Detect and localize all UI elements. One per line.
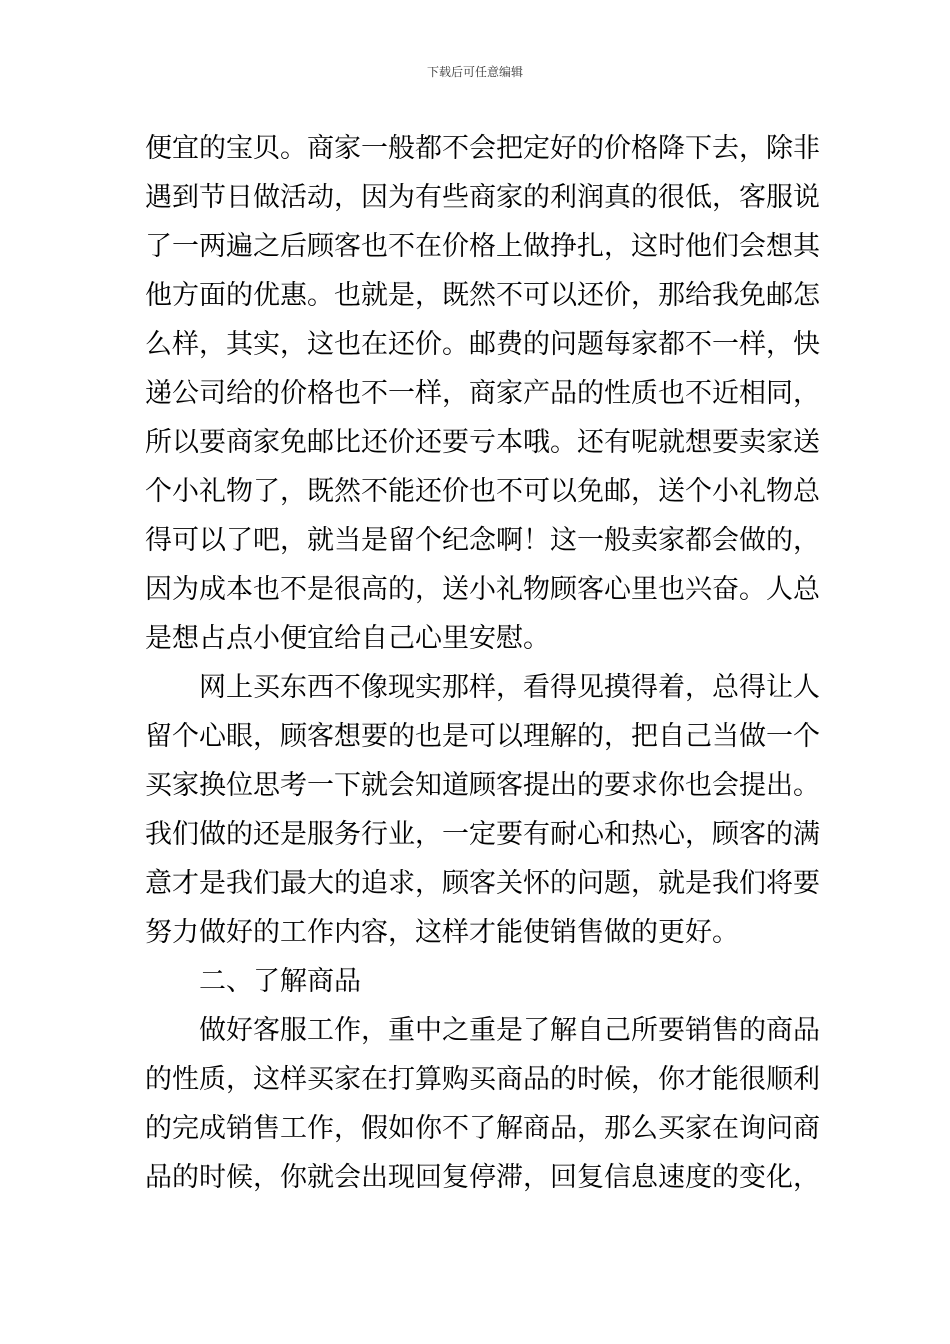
text-line: 因为成本也不是很高的，送小礼物顾客心里也兴奋。人总 <box>145 574 820 605</box>
text-line: 个小礼物了，既然不能还价也不可以免邮，送个小礼物总 <box>145 476 820 507</box>
text-line: 意才是我们最大的追求，顾客关怀的问题，就是我们将要 <box>145 868 820 899</box>
text-line: 的性质，这样买家在打算购买商品的时候，你才能很顺利 <box>145 1064 820 1095</box>
text-line: 买家换位思考一下就会知道顾客提出的要求你也会提出。 <box>145 770 820 801</box>
text-line: 便宜的宝贝。商家一般都不会把定好的价格降下去，除非 <box>145 133 820 164</box>
paragraph-3 <box>145 1006 820 1202</box>
text-line: 递公司给的价格也不一样，商家产品的性质也不近相同， <box>145 378 820 409</box>
text-line: 了一两遍之后顾客也不在价格上做挣扎，这时他们会想其 <box>145 231 820 262</box>
text-line: 留个心眼，顾客想要的也是可以理解的，把自己当做一个 <box>145 721 820 752</box>
text-line: 么样，其实，这也在还价。邮费的问题每家都不一样，快 <box>145 329 820 360</box>
text-line: 遇到节日做活动，因为有些商家的利润真的很低，客服说 <box>145 182 820 213</box>
paragraph-1 <box>145 124 820 663</box>
text-line: 所以要商家免邮比还价还要亏本哦。还有呢就想要卖家送 <box>145 427 820 458</box>
section-heading: 二、了解商品 <box>199 966 361 997</box>
text-line: 他方面的优惠。也就是，既然不可以还价，那给我免邮怎 <box>145 280 820 311</box>
paragraph-2 <box>145 663 820 957</box>
text-line: 网上买东西不像现实那样，看得见摸得着，总得让人 <box>199 672 820 703</box>
text-line: 品的时候，你就会出现回复停滞，回复信息速度的变化， <box>145 1162 820 1193</box>
text-line: 努力做好的工作内容，这样才能使销售做的更好。 <box>145 917 739 948</box>
page-header: 下载后可任意编辑 <box>426 65 523 79</box>
document-body <box>145 124 820 1202</box>
text-line: 做好客服工作，重中之重是了解自己所要销售的商品 <box>199 1015 820 1046</box>
text-line: 是想占点小便宜给自己心里安慰。 <box>145 623 550 654</box>
text-line: 的完成销售工作，假如你不了解商品，那么买家在询问商 <box>145 1113 820 1144</box>
text-line: 我们做的还是服务行业，一定要有耐心和热心，顾客的满 <box>145 819 820 850</box>
text-line: 得可以了吧，就当是留个纪念啊！这一般卖家都会做的， <box>145 525 820 556</box>
